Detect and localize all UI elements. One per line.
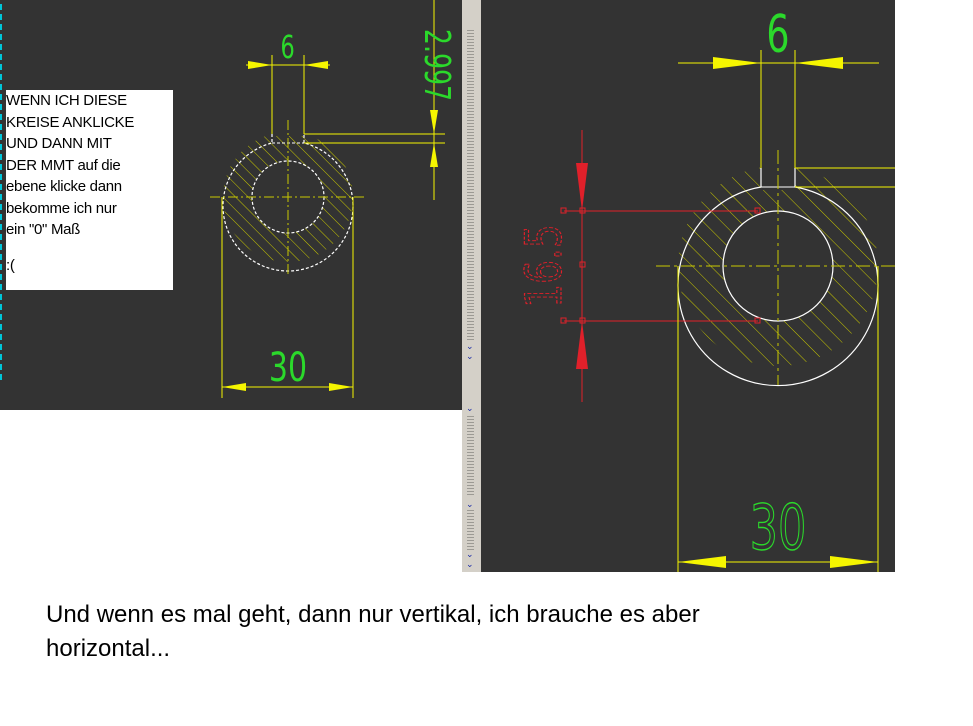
dim-text-top[interactable]: 6 [280, 27, 295, 67]
chevron-down-icon[interactable]: ⌄ [466, 549, 474, 559]
viewport-edge-marker [0, 0, 2, 380]
note-line: :( [6, 256, 15, 274]
note-line: KREISE ANKLICKE [6, 113, 135, 131]
caption-text [46, 598, 946, 666]
cad-viewport-right[interactable] [481, 0, 895, 572]
dim-text-bottom[interactable]: 30 [749, 491, 807, 564]
caption-line: horizontal... [46, 635, 171, 662]
note-line: UND DANN MIT [6, 135, 112, 152]
side-toolbar-strip[interactable] [462, 0, 481, 572]
note-line: bekomme ich nur [6, 199, 117, 217]
note-line: ein "0" Maß [6, 221, 81, 238]
note-line: DER MMT auf die [6, 156, 121, 174]
caption-line: Und wenn es mal geht, dann nur vertikal, ich brauche es aber [46, 601, 700, 628]
note-gap [6, 241, 173, 255]
dim-text-vertical[interactable]: 2.997 [415, 28, 458, 102]
note-line: ebene klicke dann [6, 178, 122, 195]
chevron-down-icon[interactable]: ⌄ [466, 351, 474, 361]
annotation-note [6, 90, 173, 290]
chevron-down-icon[interactable]: ⌄ [466, 341, 474, 351]
toolbar-grip[interactable] [467, 30, 474, 340]
toolbar-grip[interactable] [467, 415, 474, 495]
toolbar-grip[interactable] [467, 510, 474, 550]
chevron-down-icon[interactable]: ⌄ [466, 403, 474, 413]
right-drawing[interactable] [481, 0, 895, 572]
dim-text-bottom[interactable]: 30 [268, 344, 308, 392]
note-line: WENN ICH DIESE [6, 92, 127, 109]
chevron-down-icon[interactable]: ⌄ [466, 499, 474, 509]
selected-dim-text[interactable]: 16.5 [515, 224, 574, 308]
chevron-down-icon[interactable]: ⌄ [466, 559, 474, 569]
dim-text-top[interactable]: 6 [766, 3, 790, 65]
